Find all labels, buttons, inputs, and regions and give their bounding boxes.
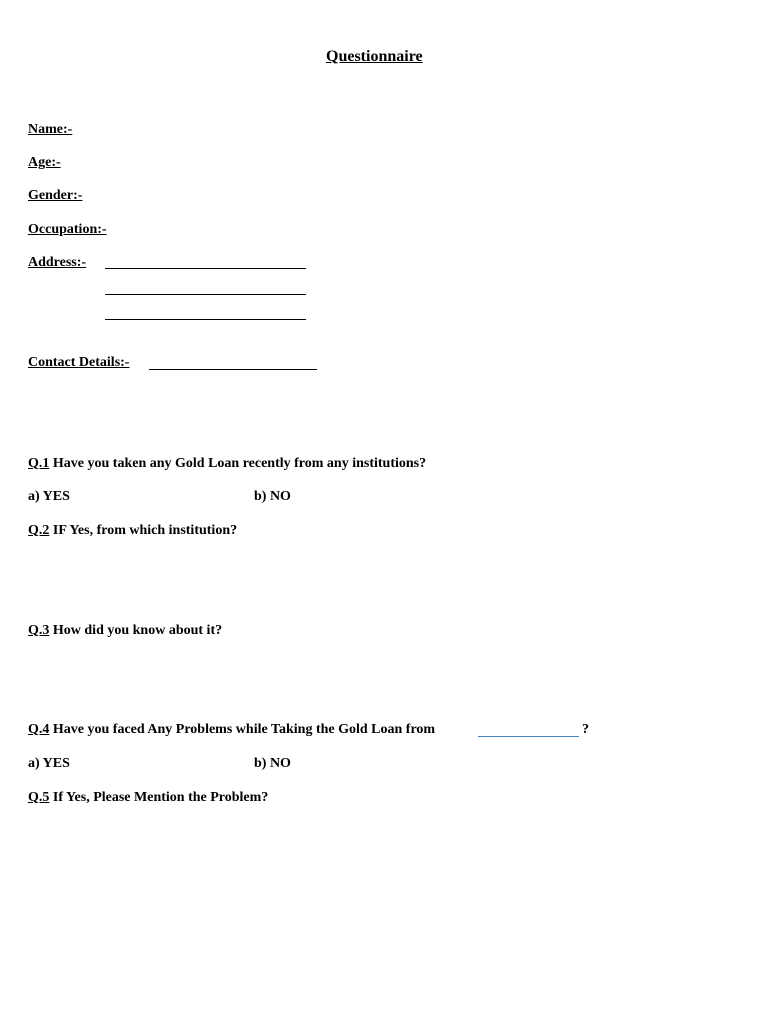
occupation-label: Occupation:- — [28, 222, 107, 237]
contact-details-line — [149, 369, 317, 370]
question-text: If Yes, Please Mention the Problem? — [52, 790, 269, 805]
question-text: Have you faced Any Problems while Taking the Gold Loan from — [52, 722, 436, 737]
q1-option-no: b) NO — [254, 489, 291, 504]
page-title: Questionnaire — [326, 48, 423, 65]
question-1 — [28, 456, 426, 472]
name-label: Name:- — [28, 122, 73, 137]
question-number: Q.4 — [28, 722, 50, 737]
question-number: Q.3 — [28, 623, 50, 638]
question-2 — [28, 523, 237, 539]
q4-blank-line — [478, 736, 579, 737]
address-line-3 — [105, 319, 306, 320]
question-text: Have you taken any Gold Loan recently from any institutions? — [52, 456, 427, 471]
question-4 — [28, 722, 435, 738]
q4-question-mark: ? — [582, 722, 589, 737]
gender-label: Gender:- — [28, 188, 83, 203]
address-line-1 — [105, 268, 306, 269]
question-3 — [28, 623, 222, 639]
question-number: Q.2 — [28, 523, 50, 538]
question-text: IF Yes, from which institution? — [52, 523, 238, 538]
q1-option-yes: a) YES — [28, 489, 70, 504]
question-number: Q.5 — [28, 790, 50, 805]
address-line-2 — [105, 294, 306, 295]
question-text: How did you know about it? — [52, 623, 223, 638]
question-number: Q.1 — [28, 456, 50, 471]
q4-option-no: b) NO — [254, 756, 291, 771]
question-5 — [28, 790, 268, 806]
contact-details-label: Contact Details:- — [28, 355, 130, 370]
age-label: Age:- — [28, 155, 61, 170]
q4-option-yes: a) YES — [28, 756, 70, 771]
address-label: Address:- — [28, 255, 87, 270]
